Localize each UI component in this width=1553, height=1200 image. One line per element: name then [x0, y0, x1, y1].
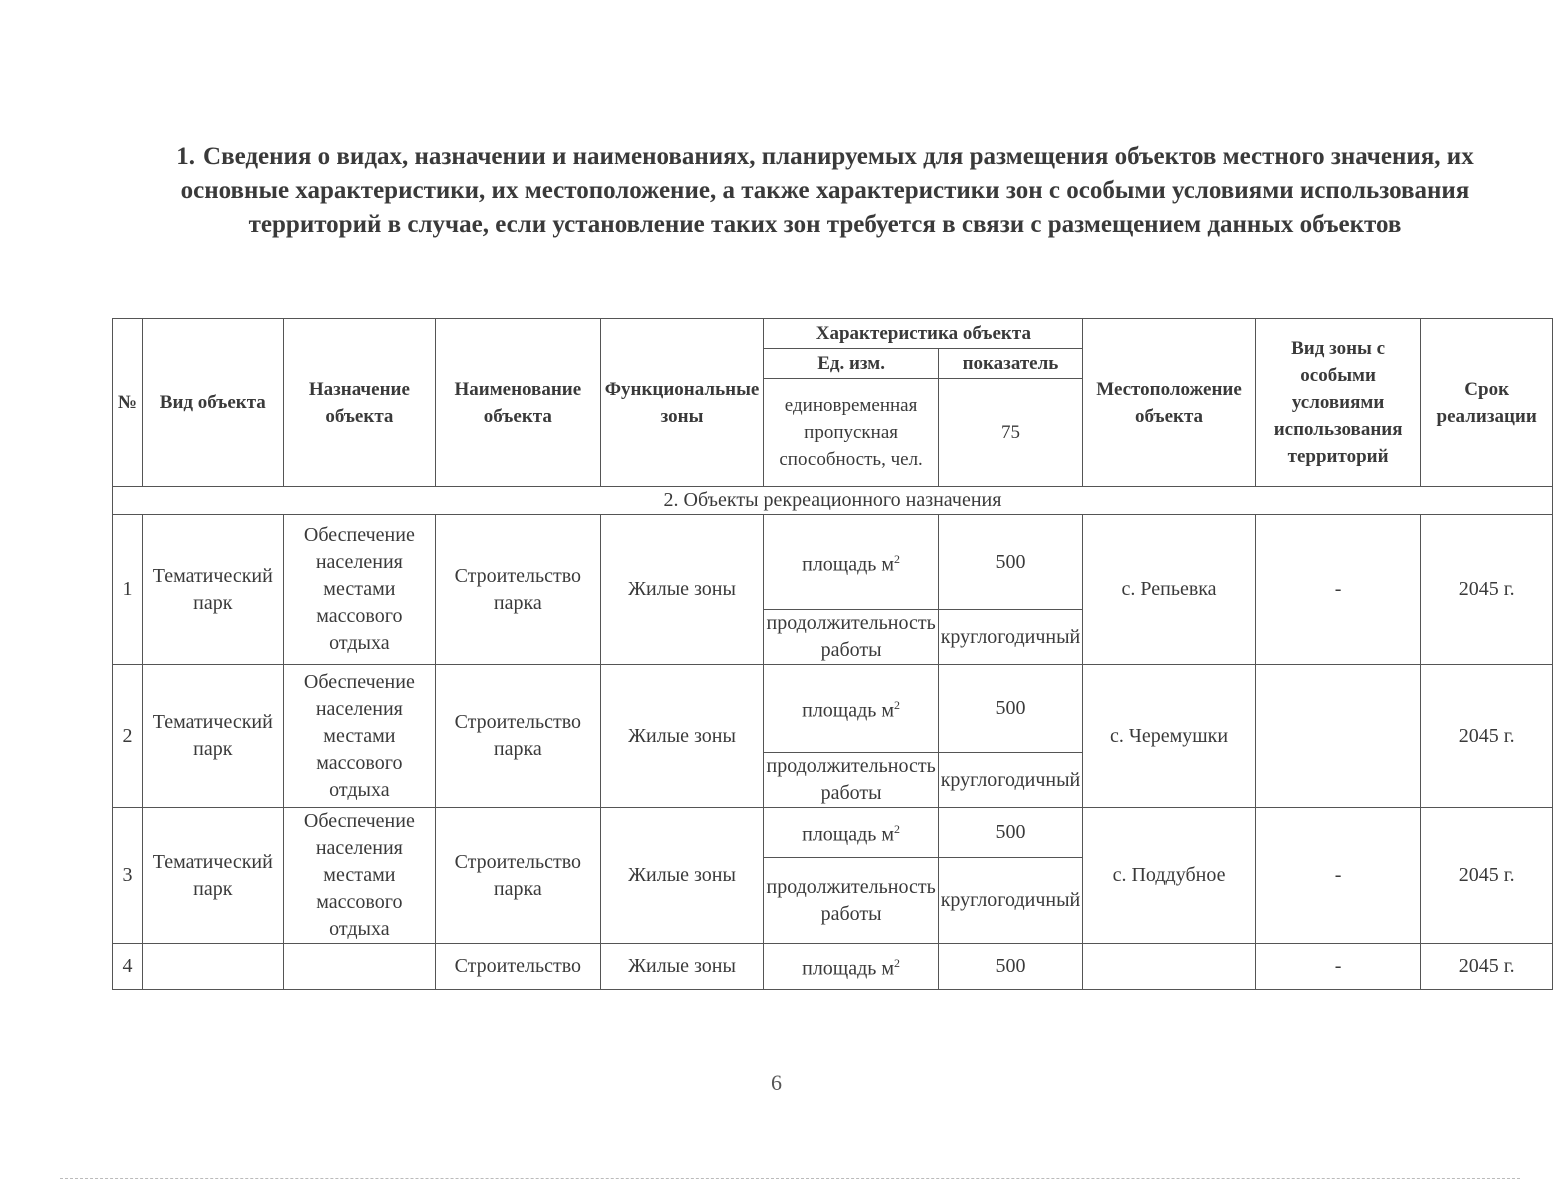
row-value2: круглогодичный	[938, 753, 1083, 808]
title-text: Сведения о видах, назначении и наименованиях, планируемых для размещения объектов местного значения, их основные характеристики, их местоположение, а также характеристики зон с особыми условиями использования территорий в случае, если установление таких зон требуется в связи с размещением данных объектов	[180, 143, 1474, 238]
row-unit2: продолжительность работы	[764, 753, 938, 808]
row-no: 1	[113, 515, 143, 665]
objects-table	[112, 318, 1553, 990]
row-purpose: Обеспечение населения местами массового отдыха	[283, 665, 435, 808]
row-value1: 500	[938, 944, 1083, 990]
row-deadline: 2045 г.	[1421, 515, 1553, 665]
page-number: 6	[771, 1070, 782, 1095]
header-no: №	[113, 319, 143, 487]
row-type: Тематический парк	[142, 808, 283, 944]
row-zones: Жилые зоны	[600, 808, 764, 944]
row-zones: Жилые зоны	[600, 665, 764, 808]
row-unit2: продолжительность работы	[764, 610, 938, 665]
row-type: Тематический парк	[142, 665, 283, 808]
row-deadline: 2045 г.	[1421, 665, 1553, 808]
header-unit-value: единовременная пропускная способность, чел.	[764, 379, 938, 487]
header-purpose: Назначение объекта	[283, 319, 435, 487]
row-purpose: Обеспечение населения местами массового отдыха	[283, 515, 435, 665]
header-unit: Ед. изм.	[764, 349, 938, 379]
header-zones: Функциональные зоны	[600, 319, 764, 487]
row-unit1: площадь $м^2$	[764, 808, 938, 858]
row-special-zone	[1255, 665, 1421, 808]
row-no: 4	[113, 944, 143, 990]
row-unit1: площадь $м^2$	[764, 515, 938, 610]
header-location: Местоположение объекта	[1083, 319, 1256, 487]
section-title: 2. Объекты рекреационного назначения	[113, 487, 1553, 515]
row-unit1: площадь $м^2$	[764, 665, 938, 753]
row-location: с. Поддубное	[1083, 808, 1256, 944]
row-name: Строительство парка	[436, 665, 600, 808]
page-bottom-rule	[60, 1178, 1520, 1179]
row-special-zone: -	[1255, 515, 1421, 665]
row-unit2: продолжительность работы	[764, 858, 938, 944]
row-purpose	[283, 944, 435, 990]
row-location: с. Репьевка	[1083, 515, 1256, 665]
row-special-zone: -	[1255, 944, 1421, 990]
table-row	[113, 808, 1553, 858]
table-row	[113, 515, 1553, 610]
row-value2: круглогодичный	[938, 610, 1083, 665]
row-name: Строительство парка	[436, 515, 600, 665]
row-type	[142, 944, 283, 990]
header-indicator: показатель	[938, 349, 1083, 379]
row-no: 3	[113, 808, 143, 944]
header-special-zone: Вид зоны с особыми условиями использования территорий	[1255, 319, 1421, 487]
row-purpose: Обеспечение населения местами массового отдыха	[283, 808, 435, 944]
header-type: Вид объекта	[142, 319, 283, 487]
row-value1: 500	[938, 515, 1083, 610]
header-characteristics: Характеристика объекта	[764, 319, 1083, 349]
row-unit1: площадь $м^2$	[764, 944, 938, 990]
table-row	[113, 665, 1553, 753]
row-value2: круглогодичный	[938, 858, 1083, 944]
row-name: Строительство	[436, 944, 600, 990]
row-zones: Жилые зоны	[600, 515, 764, 665]
row-location: с. Черемушки	[1083, 665, 1256, 808]
row-deadline: 2045 г.	[1421, 808, 1553, 944]
header-indicator-value: 75	[938, 379, 1083, 487]
row-location	[1083, 944, 1256, 990]
row-value1: 500	[938, 665, 1083, 753]
header-deadline: Срок реализации	[1421, 319, 1553, 487]
row-name: Строительство парка	[436, 808, 600, 944]
row-no: 2	[113, 665, 143, 808]
document-title	[130, 140, 1520, 242]
row-type: Тематический парк	[142, 515, 283, 665]
header-name: Наименование объекта	[436, 319, 600, 487]
title-number: 1.	[176, 143, 196, 170]
row-deadline: 2045 г.	[1421, 944, 1553, 990]
row-value1: 500	[938, 808, 1083, 858]
row-special-zone: -	[1255, 808, 1421, 944]
row-zones: Жилые зоны	[600, 944, 764, 990]
table-row	[113, 944, 1553, 990]
